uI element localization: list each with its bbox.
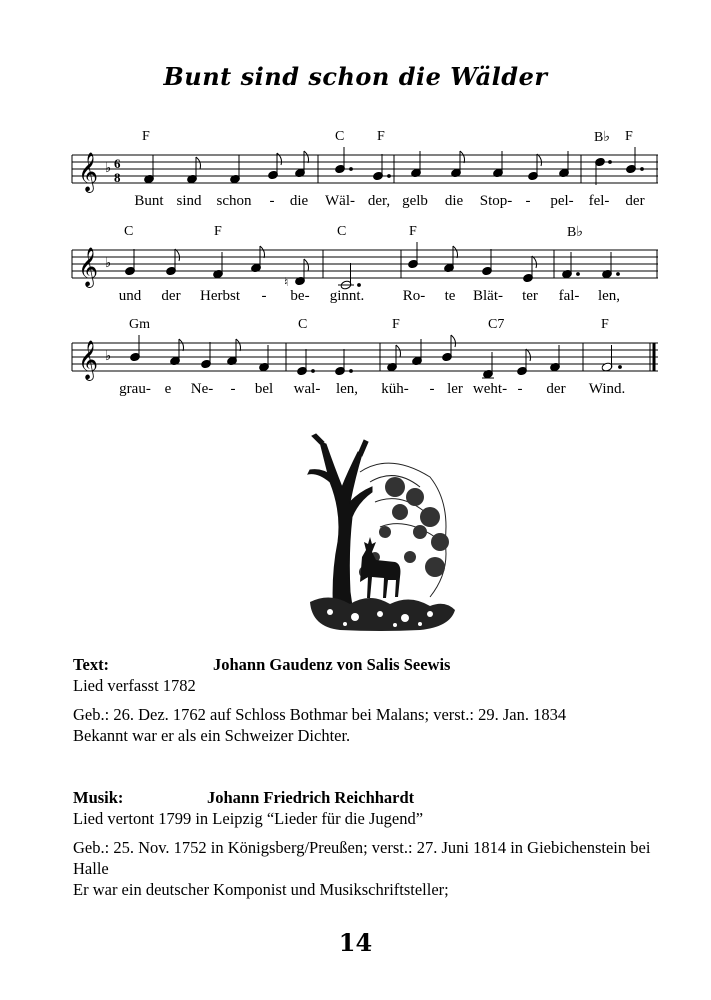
chord: C <box>337 224 347 239</box>
lyric-syllable: len, <box>335 381 359 397</box>
music-composed-line: Lied vertont 1799 in Leipzig “Lieder für die Jugend” <box>73 809 424 828</box>
music-credits <box>73 787 663 907</box>
lyric-syllable: der, <box>367 193 391 209</box>
chord: F <box>214 224 222 239</box>
forest-deer-illustration <box>300 432 460 632</box>
svg-text:6: 6 <box>114 156 121 171</box>
music-birth-death-line: Geb.: 25. Nov. 1752 in Königsberg/Preußen; verst.: 27. Juni 1814 in Giebichenstein bei Halle <box>73 838 651 878</box>
chord: C <box>298 317 308 332</box>
text-composed-line: Lied verfasst 1782 <box>73 676 196 695</box>
lyric-syllable: der <box>546 381 566 397</box>
svg-text:♭: ♭ <box>105 161 112 176</box>
lyricist-name: Johann Gaudenz von Salis Seewis <box>213 655 451 674</box>
chord: C <box>335 129 345 144</box>
lyric-syllable: - <box>269 193 275 209</box>
chord: F <box>601 317 609 332</box>
lyric-syllable: Stop- <box>479 193 513 209</box>
text-credits <box>73 654 663 744</box>
music-label: Musik: <box>73 788 124 807</box>
lyric-syllable: len, <box>597 288 621 304</box>
svg-text:♭: ♭ <box>105 256 112 271</box>
lyric-syllable: weht- <box>472 381 508 397</box>
lyric-syllable: ter <box>522 288 538 304</box>
chord: B♭ <box>594 130 610 145</box>
text-label: Text: <box>73 655 110 674</box>
lyric-syllable: Wind. <box>588 381 626 397</box>
chord: Gm <box>129 317 150 332</box>
chord: F <box>142 129 150 144</box>
lyric-syllable: und <box>118 288 142 304</box>
lyric-syllable: te <box>444 288 456 304</box>
svg-text:♮: ♮ <box>284 275 289 289</box>
chord: F <box>392 317 400 332</box>
lyric-syllable: schon <box>216 193 252 209</box>
lyric-syllable: die <box>289 193 309 209</box>
lyric-syllable: die <box>444 193 464 209</box>
svg-text:𝄞: 𝄞 <box>78 340 99 380</box>
svg-text:♭: ♭ <box>105 349 112 364</box>
music-bio-line: Er war ein deutscher Komponist und Musikschriftsteller; <box>73 880 449 899</box>
lyric-syllable: grau- <box>119 381 151 397</box>
chord: F <box>377 129 385 144</box>
lyric-syllable: Ro- <box>402 288 426 304</box>
lyric-syllable: - <box>429 381 435 397</box>
chord: C7 <box>488 317 505 332</box>
lyric-syllable: e <box>164 381 172 397</box>
lyric-syllable: pel- <box>550 193 574 209</box>
lyric-syllable: be- <box>290 288 310 304</box>
chord: B♭ <box>567 225 583 240</box>
lyric-syllable: - <box>230 381 236 397</box>
lyric-syllable: bel <box>254 381 274 397</box>
text-bio-line: Bekannt war er als ein Schweizer Dichter. <box>73 726 351 745</box>
text-birth-death-line: Geb.: 26. Dez. 1762 auf Schloss Bothmar bei Malans; verst.: 29. Jan. 1834 <box>73 705 567 724</box>
lyric-syllable: fal- <box>558 288 580 304</box>
staff-3 <box>72 313 658 433</box>
lyric-syllable: - <box>525 193 531 209</box>
staff-notation <box>72 333 658 403</box>
lyric-syllable: gelb <box>402 193 428 209</box>
lyric-syllable: sind <box>176 193 202 209</box>
chord: C <box>124 224 134 239</box>
lyric-syllable: der <box>625 193 645 209</box>
lyric-syllable: ginnt. <box>329 288 365 304</box>
lyric-syllable: - <box>517 381 523 397</box>
song-title: Bunt sind schon die Wälder <box>163 62 548 91</box>
chord: F <box>625 129 633 144</box>
page-number: 14 <box>338 928 373 957</box>
lyric-syllable: küh- <box>381 381 409 397</box>
lyric-syllable: Herbst <box>200 288 240 304</box>
lyric-syllable: Blät- <box>473 288 503 304</box>
lyric-syllable: fel- <box>588 193 610 209</box>
lyric-syllable: wal- <box>293 381 321 397</box>
lyric-syllable: der <box>161 288 181 304</box>
svg-text:8: 8 <box>114 170 121 185</box>
lyric-syllable: - <box>261 288 267 304</box>
lyric-syllable: Wäl- <box>325 193 355 209</box>
svg-text:𝄞: 𝄞 <box>78 247 99 287</box>
lyric-syllable: ler <box>447 381 463 397</box>
chord: F <box>409 224 417 239</box>
composer-name: Johann Friedrich Reichhardt <box>207 788 415 807</box>
lyric-syllable: Ne- <box>190 381 214 397</box>
lyric-syllable: Bunt <box>134 193 164 209</box>
svg-text:𝄞: 𝄞 <box>78 152 99 192</box>
